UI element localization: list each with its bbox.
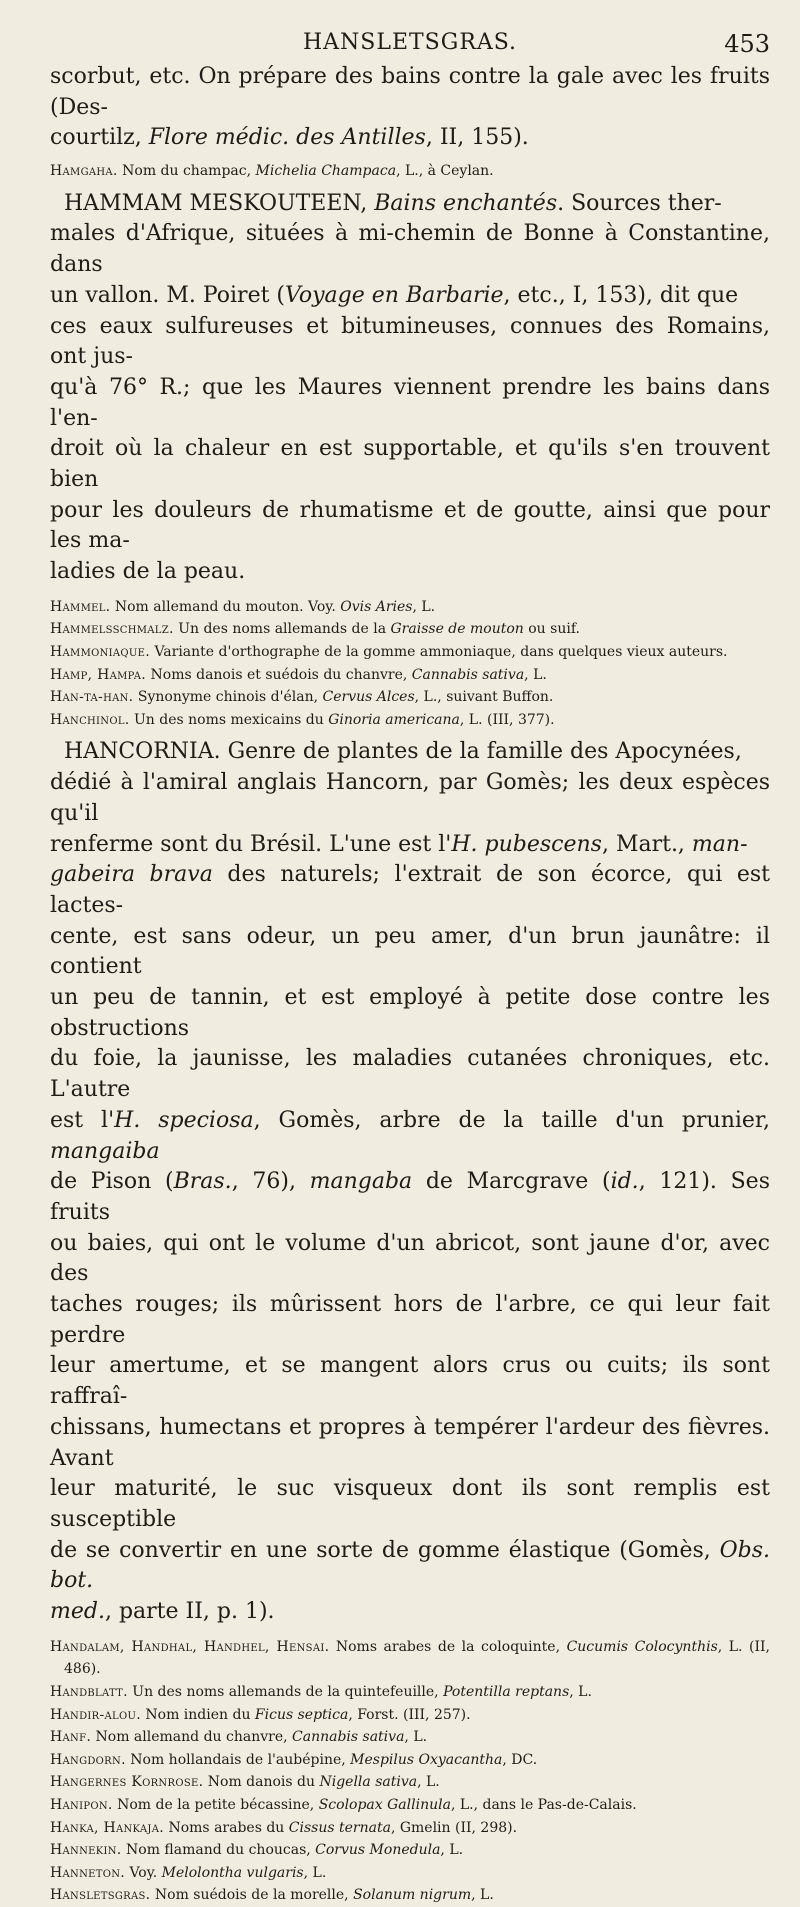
text-line xyxy=(50,1231,770,1287)
entry-headword: Hangernes Kornrose. xyxy=(50,1774,204,1791)
text-run: droit où la chaleur en est supportable, et qu'ils s'en trouvent bien xyxy=(50,436,770,493)
text-run: pour les douleurs de rhumatisme et de goutte, ainsi que pour les ma- xyxy=(50,497,770,554)
italic-term: Cannabis sativa xyxy=(292,1729,405,1746)
article-hancornia xyxy=(50,737,770,1627)
text-line xyxy=(64,739,742,764)
text-run: HANCORNIA. Genre de plantes de la famille des Apocynées, xyxy=(64,739,742,765)
text-run: leur amertume, et se mangent alors crus ou cuits; ils sont raffraî- xyxy=(50,1353,770,1410)
text-line xyxy=(50,283,738,308)
text-line xyxy=(64,191,722,216)
dictionary-entry xyxy=(50,1884,770,1907)
text-run: , L. xyxy=(440,1842,464,1859)
text-line xyxy=(50,436,770,492)
dictionary-entry xyxy=(50,1862,770,1885)
text-run: Synonyme chinois d'élan, xyxy=(133,689,323,706)
text-run: Voy. xyxy=(125,1864,162,1881)
text-run: , L. xyxy=(303,1864,327,1881)
entry-headword: Han-ta-han. xyxy=(50,689,134,706)
text-run: , 76), xyxy=(231,1169,310,1195)
article-hammam-meskouteen xyxy=(50,189,770,588)
italic-term: Corvus Monedula xyxy=(315,1842,441,1859)
text-run: , L., suivant Buffon. xyxy=(414,689,554,706)
italic-term: Obs. bot. xyxy=(50,1537,770,1594)
dictionary-entry xyxy=(50,618,770,641)
entry-headword: Hammoniaque. xyxy=(50,644,151,661)
entry-headword: Hamgaha. xyxy=(50,163,118,180)
italic-term: id. xyxy=(610,1169,639,1195)
text-run: , etc., I, 153), dit que xyxy=(503,282,739,308)
dictionary-entry xyxy=(50,1726,770,1749)
italic-term: Graisse de mouton xyxy=(390,621,524,638)
italic-term: Ovis Aries xyxy=(340,598,413,615)
italic-term: Cervus Alces xyxy=(322,689,415,706)
text-line xyxy=(50,375,770,431)
entry-headword: Hannekin. xyxy=(50,1842,122,1859)
text-run: un peu de tannin, et est employé à petite dose contre les obstructions xyxy=(50,985,770,1041)
page-header xyxy=(50,30,770,62)
text-run: ces eaux sulfureuses et bitumineuses, connues des Romains, ont jus- xyxy=(50,313,770,370)
text-run: dédié à l'amiral anglais Hancorn, par Gomès; les deux espèces qu'il xyxy=(50,770,770,826)
entry-headword: Hammel. xyxy=(50,598,111,615)
italic-term: Flore médic. des Antilles xyxy=(148,125,426,151)
italic-term: Cissus ternata xyxy=(288,1819,391,1836)
text-line xyxy=(50,1292,770,1348)
italic-term: Nigella sativa xyxy=(319,1774,418,1791)
page-number: 453 xyxy=(724,30,770,58)
text-line xyxy=(50,62,770,154)
entry-headword: Hansletsgras. xyxy=(50,1887,151,1904)
text-line xyxy=(50,1353,770,1409)
text-line xyxy=(50,862,770,918)
text-run: Noms arabes de la coloquinte, xyxy=(329,1638,567,1655)
italic-term: H. pubescens xyxy=(451,831,602,857)
text-run: . Sources ther- xyxy=(557,190,722,216)
short-entries-group-1 xyxy=(50,596,770,732)
text-line xyxy=(50,64,770,120)
italic-term: mangaba xyxy=(309,1169,413,1195)
text-line xyxy=(50,1046,770,1102)
text-run: un vallon. M. Poiret ( xyxy=(50,282,286,308)
italic-term: Michelia Champaca xyxy=(255,163,397,180)
text-run: Un des noms mexicains du xyxy=(129,711,329,728)
text-line xyxy=(50,1538,770,1594)
text-line xyxy=(50,559,245,584)
italic-term: mangaiba xyxy=(50,1138,160,1164)
text-line xyxy=(50,1108,770,1164)
text-run: , L. xyxy=(404,1729,428,1746)
text-run: Nom de la petite bécassine, xyxy=(112,1796,319,1813)
text-line xyxy=(50,125,529,150)
text-run: Nom allemand du chanvre, xyxy=(91,1729,293,1746)
italic-term: H. speciosa xyxy=(114,1107,254,1133)
dictionary-entry xyxy=(50,1817,770,1840)
text-run: ladies de la peau. xyxy=(50,559,246,585)
text-line xyxy=(50,498,770,554)
entry-headword: Hangdorn. xyxy=(50,1751,126,1768)
text-run: Nom flamand du choucas, xyxy=(121,1842,316,1859)
text-run: renferme sont du Brésil. L'une est l' xyxy=(50,831,452,857)
text-run: HAMMAM MESKOUTEEN, xyxy=(64,190,375,216)
text-line xyxy=(50,1415,770,1471)
italic-term: Mespilus Oxyacantha xyxy=(350,1751,503,1768)
entry-headword: Hamp, Hampa. xyxy=(50,666,147,683)
text-run: Nom allemand du mouton. Voy. xyxy=(110,598,341,615)
text-run: , parte II, p. 1). xyxy=(104,1599,275,1625)
text-run: est l' xyxy=(50,1107,115,1133)
italic-term: man- xyxy=(691,831,748,857)
text-run: , L. xyxy=(417,1774,440,1791)
entry-list xyxy=(50,160,770,183)
entry-headword: Hanneton. xyxy=(50,1864,125,1881)
text-line xyxy=(50,1476,770,1532)
entry-headword: Hammelsschmalz. xyxy=(50,621,174,638)
text-run: chissans, humectans et propres à tempérer l'ardeur des fièvres. Avant xyxy=(50,1414,770,1471)
text-run: , L. xyxy=(471,1887,494,1904)
text-run: , L., dans le Pas-de-Calais. xyxy=(450,1796,637,1813)
text-run: cente, est sans odeur, un peu amer, d'un brun jaunâtre: il contient xyxy=(50,923,770,980)
dictionary-entry xyxy=(50,641,770,664)
text-run: Nom suédois de la morelle, xyxy=(150,1887,354,1904)
dictionary-entry xyxy=(50,686,770,709)
running-head: HANSLETSGRAS. xyxy=(302,30,518,55)
dictionary-entry xyxy=(50,1636,770,1681)
italic-term: Melolontha vulgaris xyxy=(161,1864,304,1881)
text-run: ou baies, qui ont le volume d'un abricot, sont jaune d'or, avec des xyxy=(50,1230,770,1287)
text-line xyxy=(50,221,770,277)
italic-term: Bains enchantés xyxy=(374,190,558,216)
entry-headword: Hanf. xyxy=(50,1729,92,1746)
dictionary-entry xyxy=(50,1794,770,1817)
dictionary-entry xyxy=(50,1839,770,1862)
text-run: taches rouges; ils mûrissent hors de l'arbre, ce qui leur fait perdre xyxy=(50,1292,770,1348)
entry-headword: Hanka, Hankaja. xyxy=(50,1819,165,1836)
text-run: , Gmelin (II, 298). xyxy=(390,1819,518,1836)
text-line xyxy=(50,314,770,370)
italic-term: gabeira brava xyxy=(50,862,213,888)
text-line xyxy=(50,770,770,826)
text-run: Noms danois et suédois du chanvre, xyxy=(146,666,412,683)
text-run: de Marcgrave ( xyxy=(412,1169,611,1195)
article-text xyxy=(50,189,770,588)
italic-term: Bras. xyxy=(173,1169,232,1195)
dictionary-entry xyxy=(50,160,770,183)
text-run: Un des noms allemands de la xyxy=(173,621,391,638)
italic-term: Cucumis Colocynthis xyxy=(566,1638,718,1655)
text-run: , L. (II, 486). xyxy=(64,1638,770,1678)
text-line xyxy=(50,832,748,857)
text-run: , 121). Ses fruits xyxy=(50,1169,770,1225)
text-run: de se convertir en une sorte de gomme élastique (Gomès, xyxy=(50,1537,720,1563)
text-run: courtilz, xyxy=(50,125,149,151)
text-run: des naturels; l'extrait de son écorce, qui est lactes- xyxy=(50,862,771,918)
italic-term: Solanum nigrum xyxy=(353,1887,472,1904)
text-run: , Forst. (III, 257). xyxy=(348,1706,471,1723)
entry-headword: Hanchinol. xyxy=(50,711,130,728)
entry-headword: Hanipon. xyxy=(50,1796,113,1813)
text-run: Nom hollandais de l'aubépine, xyxy=(125,1751,351,1768)
text-run: , L. xyxy=(524,666,547,683)
text-line xyxy=(50,924,770,980)
text-run: , DC. xyxy=(502,1751,538,1768)
text-line xyxy=(50,1599,275,1624)
text-run: Variante d'orthographe de la gomme ammoniaque, dans quelques vieux auteurs. xyxy=(150,644,728,661)
dictionary-entry xyxy=(50,596,770,619)
text-run: , Mart., xyxy=(601,831,692,857)
text-run: leur maturité, le suc visqueux dont ils sont remplis est susceptible xyxy=(50,1476,770,1532)
text-run: Nom danois du xyxy=(203,1774,320,1791)
text-run: ou suif. xyxy=(523,621,580,638)
text-run: , L. xyxy=(412,598,436,615)
text-run: males d'Afrique, situées à mi-chemin de Bonne à Constantine, dans xyxy=(50,221,770,278)
text-run: , Gomès, arbre de la taille d'un prunier, xyxy=(253,1107,771,1133)
text-run: scorbut, etc. On prépare des bains contre la gale avec les fruits (Des- xyxy=(50,64,770,120)
dictionary-entry xyxy=(50,1749,770,1772)
text-line xyxy=(50,1169,770,1225)
text-run: Nom indien du xyxy=(140,1706,255,1723)
text-run: du foie, la jaunisse, les maladies cutanées chroniques, etc. L'autre xyxy=(50,1046,770,1103)
text-run: Un des noms allemands de la quintefeuille, xyxy=(127,1683,444,1700)
dictionary-entry xyxy=(50,1771,770,1794)
italic-term: Ginoria americana xyxy=(328,711,460,728)
article-text xyxy=(50,737,770,1627)
entry-hamgaha xyxy=(50,160,770,183)
italic-term: Voyage en Barbarie xyxy=(285,282,504,308)
dictionary-entry xyxy=(50,1704,770,1727)
text-run: , L., à Ceylan. xyxy=(396,163,494,180)
dictionary-entry xyxy=(50,664,770,687)
text-run: de Pison ( xyxy=(50,1169,174,1195)
text-line xyxy=(50,985,770,1041)
entry-headword: Handalam, Handhal, Handhel, Hensai. xyxy=(50,1638,330,1655)
text-run: , L. (III, 377). xyxy=(459,711,555,728)
dictionary-entry xyxy=(50,709,770,732)
paragraph-continuation xyxy=(50,62,770,154)
italic-term: Ficus septica xyxy=(254,1706,349,1723)
text-run: qu'à 76° R.; que les Maures viennent prendre les bains dans l'en- xyxy=(50,374,770,431)
entry-headword: Handblatt. xyxy=(50,1683,128,1700)
italic-term: Scolopax Gallinula xyxy=(318,1796,451,1813)
text-run: Nom du champac, xyxy=(117,163,256,180)
text-run: Noms arabes du xyxy=(164,1819,289,1836)
text-run: , II, 155). xyxy=(425,125,529,151)
entry-headword: Handir-alou. xyxy=(50,1706,141,1723)
dictionary-entry xyxy=(50,1681,770,1704)
italic-term: Cannabis sativa xyxy=(411,666,525,683)
short-entries-group-2 xyxy=(50,1636,770,1907)
italic-term: med. xyxy=(50,1599,105,1625)
italic-term: Potentilla reptans xyxy=(443,1683,570,1700)
text-run: , L. xyxy=(569,1683,592,1700)
